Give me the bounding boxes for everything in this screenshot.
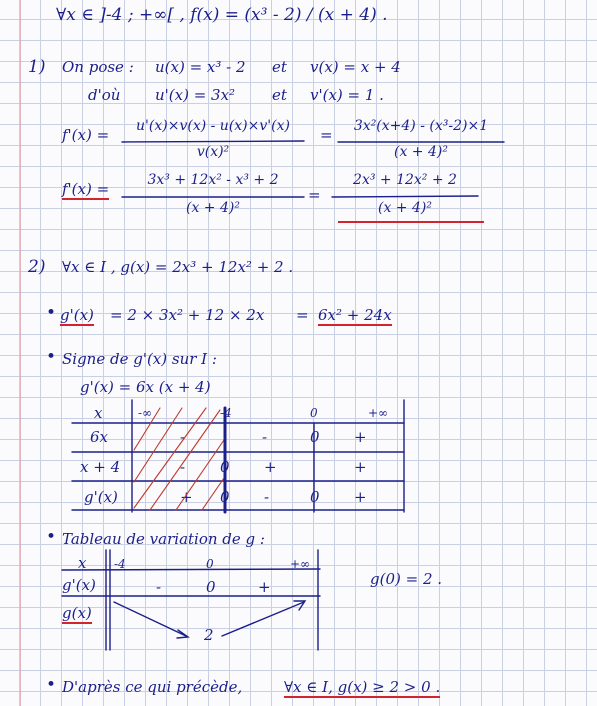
var-min-value: 2: [204, 626, 214, 644]
f-prime-lhs: f'(x) =: [62, 126, 110, 144]
x-value-minus-inf: -∞: [138, 406, 153, 420]
bullet-3: •: [46, 527, 57, 547]
equals-a: =: [320, 126, 333, 144]
sign-gprime-zero-1: 0: [220, 488, 230, 506]
page-margin-line: [20, 0, 21, 706]
sign-xplus4-1: -: [180, 458, 186, 476]
sign-gprime-2: -: [264, 488, 270, 506]
substituted-denominator: (x + 4)²: [394, 144, 448, 160]
x-value-minus-4: -4: [220, 406, 232, 420]
increasing-arrow-head: [294, 601, 305, 610]
g-definition: ∀x ∈ I , g(x) = 2x³ + 12x² + 2 .: [62, 258, 294, 276]
increasing-arrow: [222, 602, 304, 636]
g-prime-equals: =: [296, 306, 309, 324]
x-value-0: 0: [310, 406, 318, 420]
var-gprime-sign-1: -: [156, 578, 162, 596]
conclusion-result: ∀x ∈ I, g(x) ≥ 2 > 0 .: [284, 678, 441, 696]
sign-6x-3: +: [354, 428, 367, 446]
variation-table-grid: [62, 550, 320, 650]
sign-gprime-3: +: [354, 488, 367, 506]
v-prime-definition: v'(x) = 1 .: [310, 86, 384, 104]
expanded-denominator: (x + 4)²: [186, 200, 240, 216]
bullet-1: •: [46, 303, 57, 323]
f-prime-lhs-2: f'(x) =: [62, 180, 110, 198]
sign-xplus4-2: +: [264, 458, 277, 476]
dou-text: d'où: [88, 86, 121, 104]
var-x-0: 0: [206, 557, 214, 571]
decreasing-arrow-head: [177, 630, 188, 638]
sign-table-label-g-prime: g'(x): [84, 488, 118, 506]
equals-b: =: [308, 186, 321, 204]
question-2-label: 2): [28, 257, 46, 277]
sign-table-label-6x: 6x: [90, 428, 109, 446]
v-definition: v(x) = x + 4: [310, 58, 401, 76]
result-numerator: 2x³ + 12x² + 2: [353, 172, 457, 188]
sign-table-label-x: x: [94, 404, 103, 422]
sign-6x-1: -: [180, 428, 186, 446]
sign-gprime-1: +: [180, 488, 193, 506]
bullet-4: •: [46, 675, 57, 695]
sign-xplus4-3: +: [354, 458, 367, 476]
var-table-label-g-prime: g'(x): [62, 576, 96, 594]
var-gprime-zero: 0: [206, 578, 216, 596]
bullet-2: •: [46, 347, 57, 367]
u-prime-definition: u'(x) = 3x²: [155, 86, 236, 104]
fraction-bar-quotient-rule: [122, 141, 304, 142]
et-text-1: et: [272, 58, 287, 76]
g-prime-result: 6x² + 24x: [318, 306, 392, 324]
sign-6x-zero: 0: [310, 428, 320, 446]
sign-6x-2: -: [262, 428, 268, 446]
sign-xplus4-zero: 0: [220, 458, 230, 476]
decreasing-arrow: [114, 602, 186, 636]
question-1-label: 1): [28, 57, 46, 77]
g-prime-lhs: g'(x): [60, 306, 94, 324]
x-value-plus-inf: +∞: [368, 406, 389, 420]
g-of-zero: g(0) = 2 .: [370, 570, 443, 588]
et-text-2: et: [272, 86, 287, 104]
var-x-plus-inf: +∞: [290, 557, 311, 571]
sign-table-label-x-plus-4: x + 4: [80, 458, 121, 476]
sign-gprime-zero-2: 0: [310, 488, 320, 506]
quotient-rule-numerator: u'(x)×v(x) - u(x)×v'(x): [136, 118, 290, 134]
expanded-numerator: 3x³ + 12x² - x³ + 2: [147, 172, 279, 188]
on-pose-text: On pose :: [62, 58, 134, 76]
sign-section-title: Signe de g'(x) sur I :: [62, 350, 217, 368]
g-prime-factored: g'(x) = 6x (x + 4): [80, 378, 211, 396]
var-x-minus-4: -4: [114, 557, 126, 571]
quotient-rule-denominator: v(x)²: [196, 144, 230, 160]
variation-section-title: Tableau de variation de g :: [62, 530, 265, 548]
domain-and-f-definition: ∀x ∈ ]-4 ; +∞[ , f(x) = (x³ - 2) / (x + 4) .: [56, 5, 388, 25]
var-gprime-sign-2: +: [258, 578, 271, 596]
conclusion-intro: D'après ce qui précède,: [62, 678, 243, 696]
substituted-numerator: 3x²(x+4) - (x³-2)×1: [353, 118, 489, 134]
var-table-label-g: g(x): [62, 604, 92, 622]
fraction-bar-result: [332, 196, 478, 197]
var-table-label-x: x: [78, 554, 87, 572]
excluded-zone-hatching: [134, 408, 224, 510]
result-denominator: (x + 4)²: [378, 200, 432, 216]
u-definition: u(x) = x³ - 2: [155, 58, 246, 76]
g-prime-calculation: = 2 × 3x² + 12 × 2x: [110, 306, 265, 324]
